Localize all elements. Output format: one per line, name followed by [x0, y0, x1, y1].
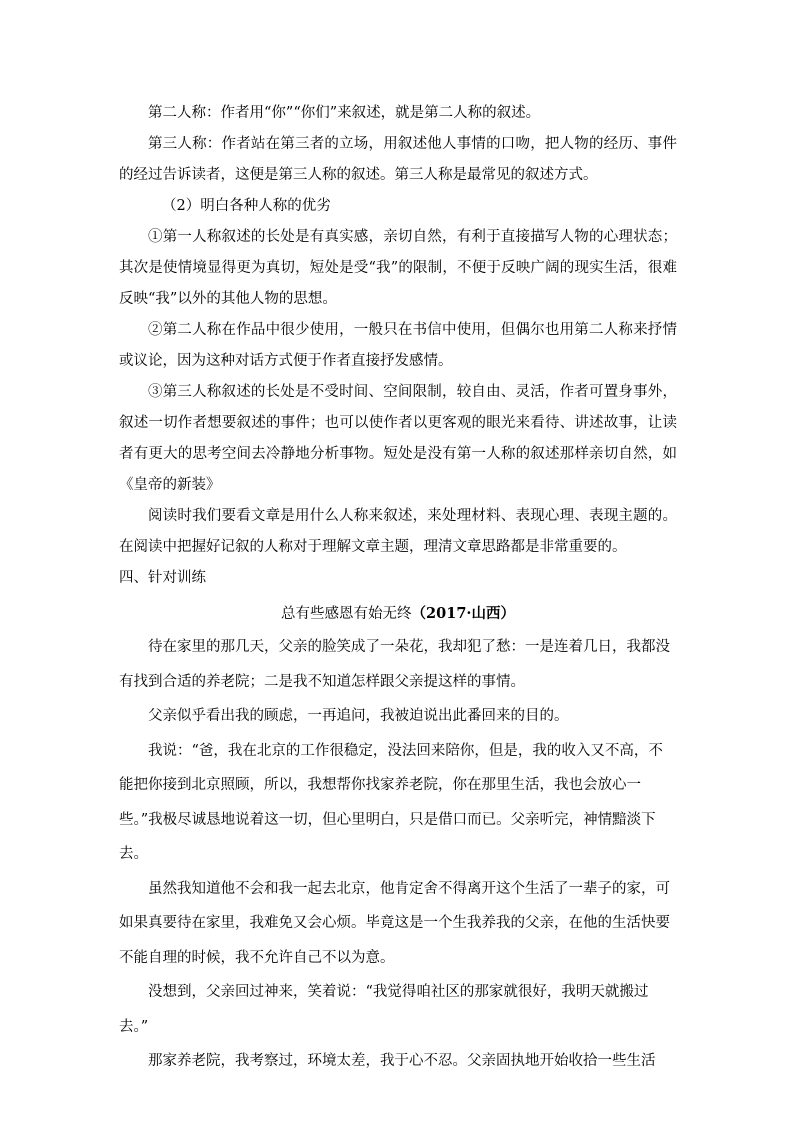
section-heading-practice: 四、针对训练: [119, 570, 206, 586]
article-title-text: 总有些感恩有始无终: [281, 606, 412, 622]
paragraph-first-person-pros: ①第一人称叙述的长处是有真实感，亲切自然，有利于直接描写人物的心理状态；其次是使情境显得更为真切，短处是受“我”的限制，不便于反映广阔的现实生活，很难反映“我”以外的其他人物的思想。: [119, 229, 677, 307]
paragraph-third-person: 第三人称：作者站在第三者的立场，用叙述他人事情的口吻，把人物的经历、事件的经过告诉读者，这便是第三人称的叙述。第三人称是最常见的叙述方式。: [119, 136, 677, 183]
subheading-person-pros-cons: （2）明白各种人称的优劣: [162, 198, 331, 214]
story-paragraph-1: 待在家里的那几天，父亲的脸笑成了一朵花，我却犯了愁：一是连着几日，我都没有找到合适的养老院；二是我不知道怎样跟父亲提这样的事情。: [119, 639, 670, 690]
article-title: [119, 598, 677, 630]
story-paragraph-5: 没想到，父亲回过神来，笑着说：“我觉得咱社区的那家就很好，我明天就搬过去。”: [119, 984, 649, 1035]
story-paragraph-3: 我说：“爸，我在北京的工作很稳定，没法回来陪你，但是，我的收入又不高，不能把你接到北京照顾，所以，我想帮你找家养老院，你在那里生活，我也会放心一些。”我极尽诚恳地说着这一切，但心里明白，只是借口而已。父亲听完，神情黯淡下去。: [119, 742, 663, 862]
story-paragraph-6: 那家养老院，我考察过，环境太差，我于心不忍。父亲固执地开始收拾一些生活: [148, 1053, 656, 1069]
paragraph-reading-advice: 阅读时我们要看文章是用什么人称来叙述，来处理材料、表现心理、表现主题的。在阅读中把握好记叙的人称对于理解文章主题，理清文章思路都是非常重要的。: [119, 508, 677, 555]
article-source: （2017·山西）: [411, 605, 515, 622]
story-paragraph-4: 虽然我知道他不会和我一起去北京，他肯定舍不得离开这个生活了一辈子的家，可如果真要待在家里，我难免又会心烦。毕竟这是一个生我养我的父亲，在他的生活快要不能自理的时候，我不允许自己不以为意。: [119, 880, 670, 966]
document-page: [119, 98, 677, 1079]
story-paragraph-2: 父亲似乎看出我的顾虑，一再追问，我被迫说出此番回来的目的。: [148, 708, 569, 724]
paragraph-second-person-pros: ②第二人称在作品中很少使用，一般只在书信中使用，但偶尔也用第二人称来抒情或议论，因为这种对话方式便于作者直接抒发感情。: [119, 322, 677, 369]
paragraph-third-person-pros: ③第三人称叙述的长处是不受时间、空间限制，较自由、灵活，作者可置身事外，叙述一切作者想要叙述的事件；也可以使作者以更客观的眼光来看待、讲述故事，让读者有更大的思考空间去冷静地分析事物。短处是没有第一人称的叙述那样亲切自然，如《皇帝的新装》: [119, 384, 677, 493]
paragraph-second-person: 第二人称：作者用“你”“你们”来叙述，就是第二人称的叙述。: [148, 105, 541, 121]
